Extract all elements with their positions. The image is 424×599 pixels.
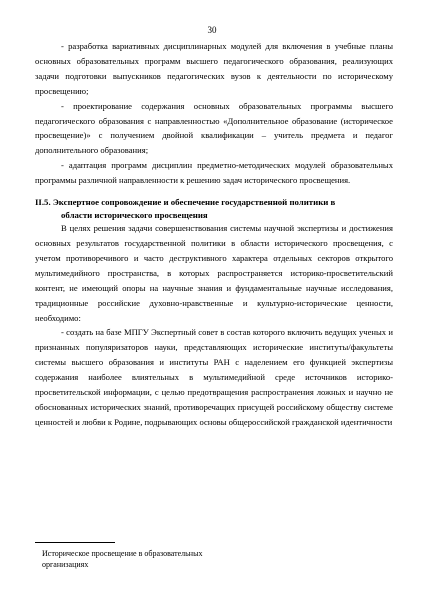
intro-paragraph: В целях решения задачи совершенствования системы научной экспертизы и достижения основных результатов государственной политики в области исторического просвещения, с учетом противоречивого и часто деструктивного характера отдельных секторов открытого мультимедийного пространства, в которых распространяется историко-просветительский контент, не имеющий опоры на научные знания и фундаментальные научные исследования, традиционные российские духовно-нравственные и культурно-исторические ценности, необходимо:	[35, 223, 393, 323]
page-number: 30	[207, 25, 217, 35]
section-heading-line-2: области исторического просвещения	[61, 209, 208, 220]
page-body	[35, 39, 393, 430]
section-gap	[35, 188, 393, 196]
footnote-rule	[35, 542, 115, 543]
section-heading	[35, 196, 393, 221]
bullet-paragraph-2: - проектирование содержания основных образовательных программы высшего педагогического образования с направленностью «Дополнительное образование (историческое просвещение)» с получением двойной квалификации – учитель предмета и педагог дополнительного образования;	[35, 100, 393, 156]
footer-line-1: Историческое просвещение в образовательных	[42, 549, 203, 558]
section-heading-line-1: II.5. Экспертное сопровождение и обеспечение государственной политики в	[35, 197, 336, 208]
footer-line-2: организациях	[42, 560, 89, 569]
bullet-paragraph-4: - создать на базе МПГУ Экспертный совет в состав которого включить ведущих ученых и признанных популяризаторов науки, представляющих исторические институты/факультеты системы высшего образования и институты РАН с наделением его функцией экспертизы содержания наиболее влиятельных в мультимедийной среде источников историко-просветительской информации, с целью предотвращения распространения ложных и научно не обоснованных исторических знаний, противоречащих присущей российскому обществу системе ценностей и любви к Родине, подрывающих основы общероссийской гражданской идентичности	[35, 327, 393, 427]
bullet-paragraph-3: - адаптация программ дисциплин предметно-методических модулей образовательных программы различной направленности к решению задач исторического просвещения.	[35, 160, 393, 186]
page-footer	[42, 548, 262, 570]
bullet-paragraph-1: - разработка вариативных дисциплинарных модулей для включения в учебные планы основных образовательных программ высшего педагогического образования, реализующих задачи подготовки выпускников педагогических вузов к деятельности по историческому просвещению;	[35, 41, 393, 96]
